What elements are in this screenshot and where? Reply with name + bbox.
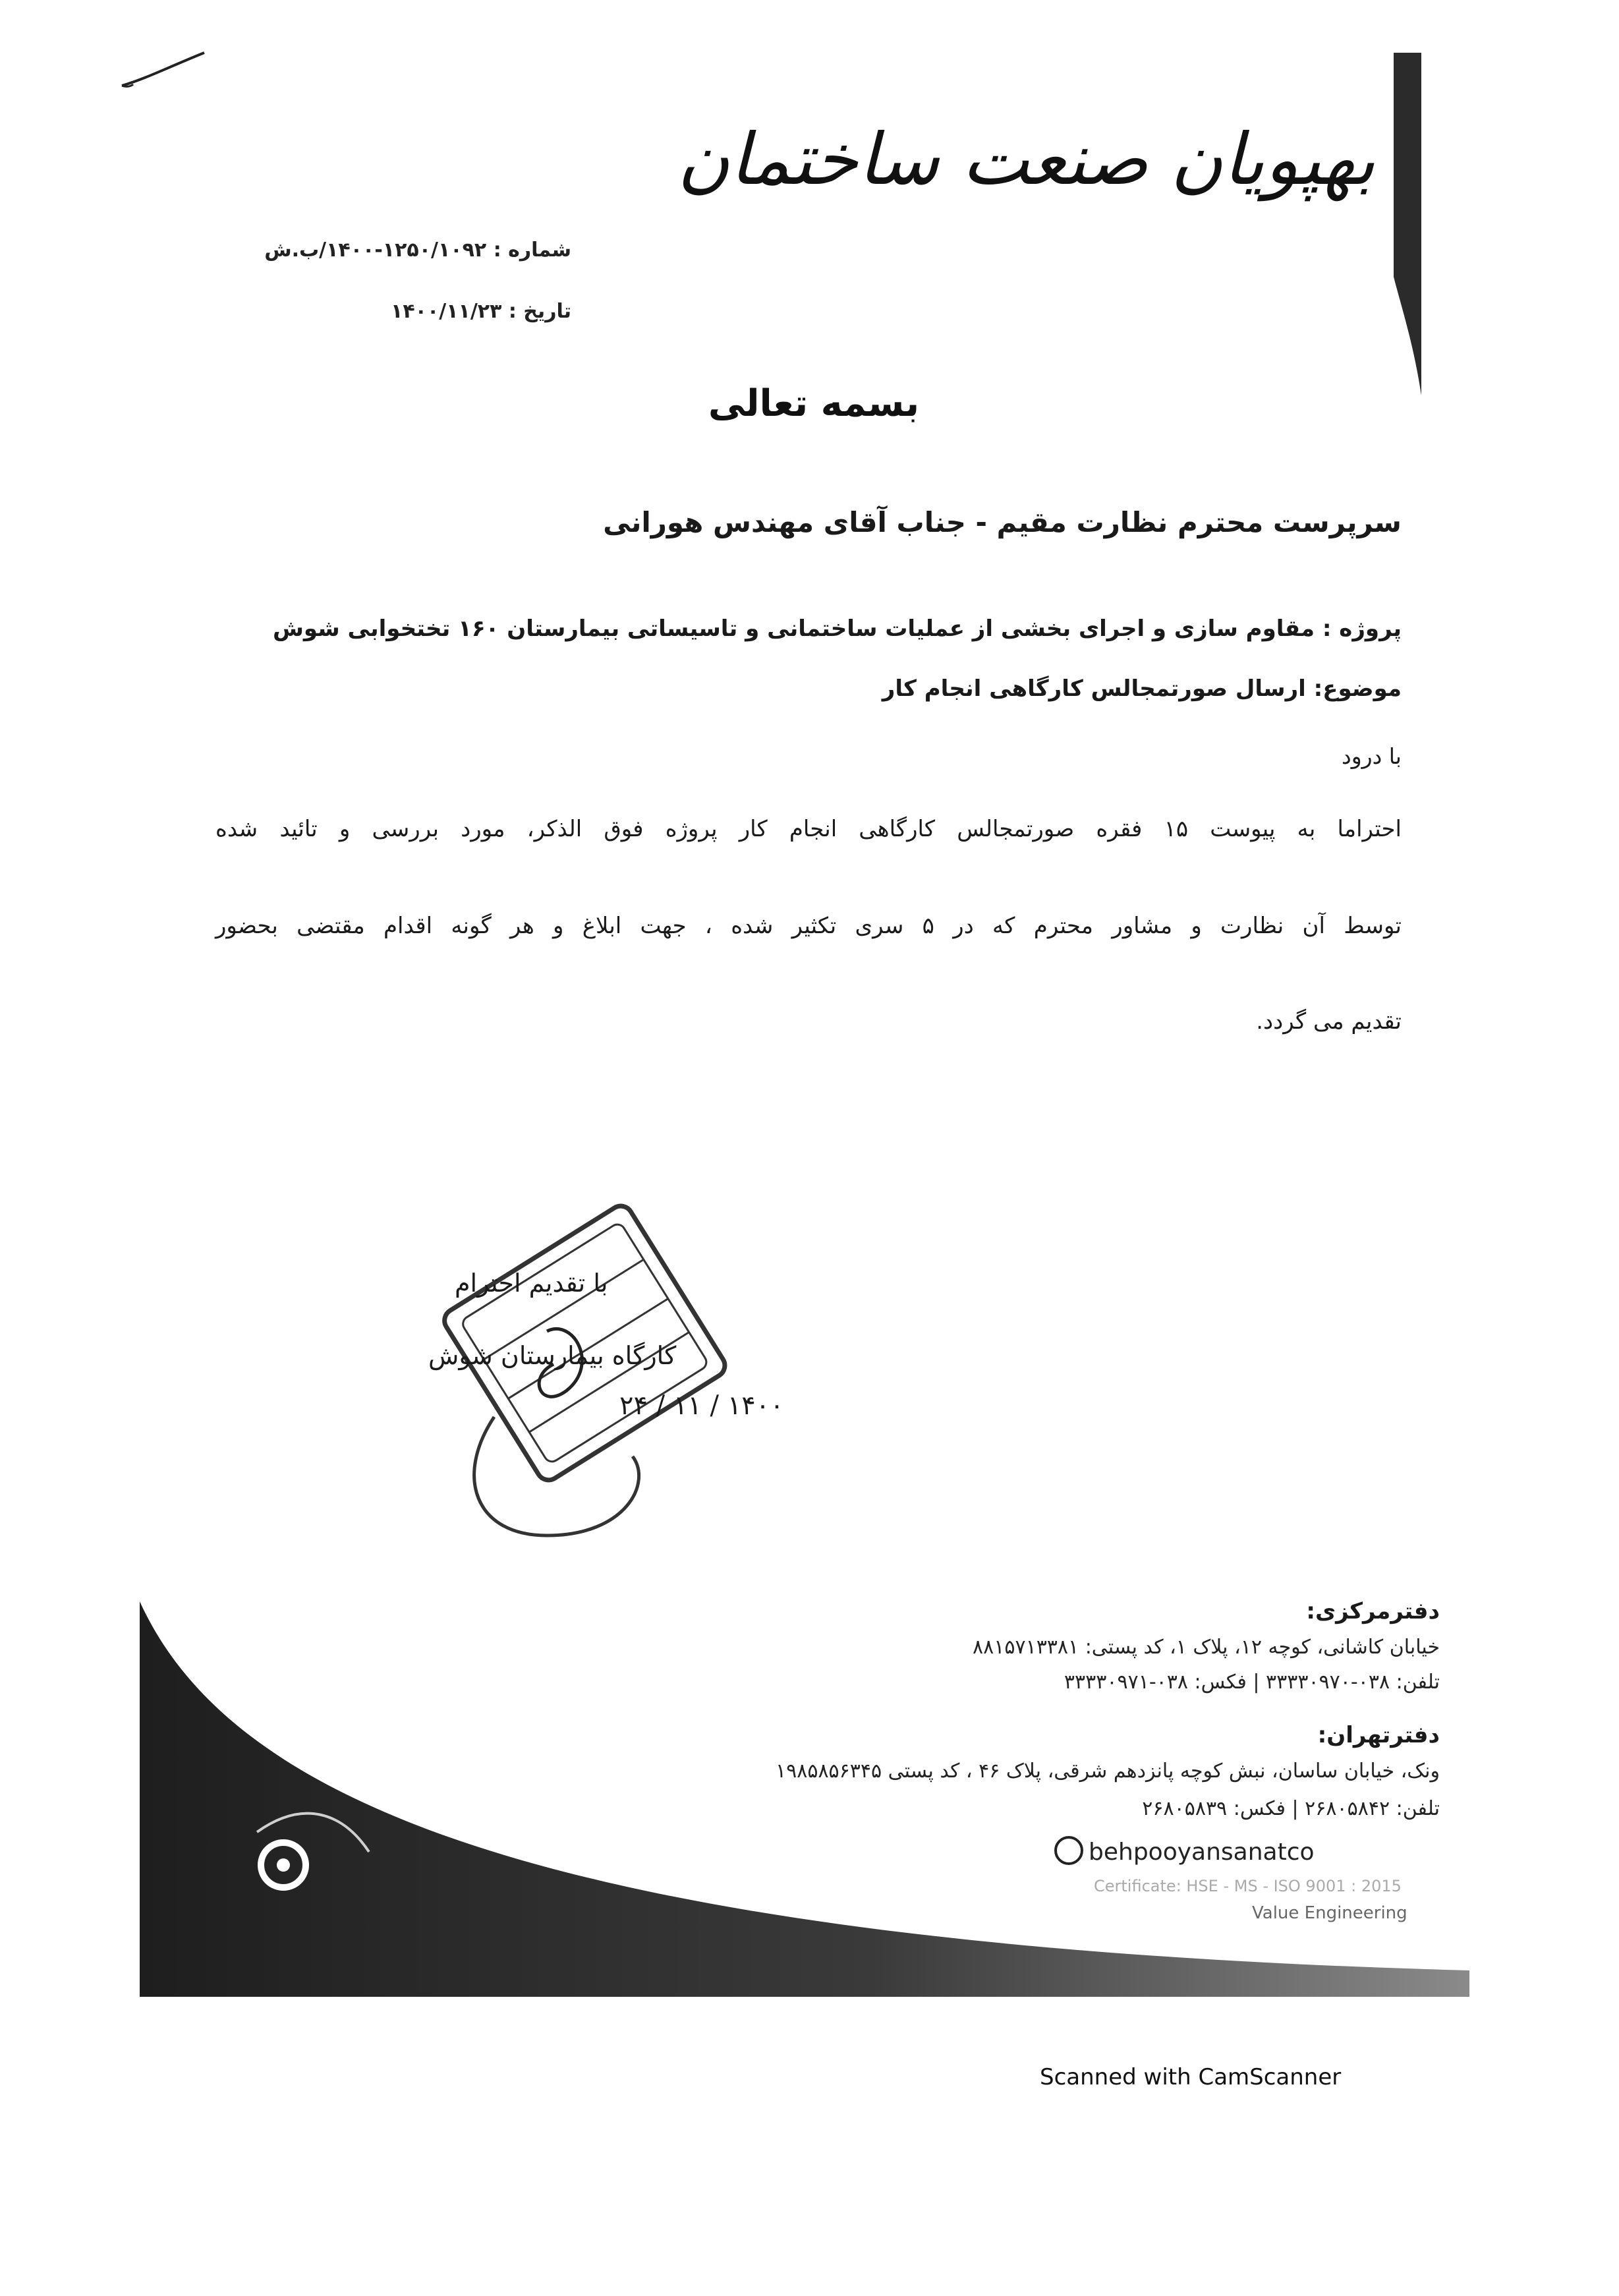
letter-heading: بسمه تعالی [708, 382, 920, 425]
signature-closing: با تقدیم احترام [455, 1269, 608, 1298]
instagram-icon [1054, 1836, 1083, 1865]
body-paragraph-line: تقدیم می گردد. [1256, 1008, 1402, 1035]
tehran-office-address: ونک، خیابان ساسان، نبش کوچه پانزدهم شرقی، پلاک ۴۶ ، کد پستی ۱۹۸۵۸۵۶۳۴۵ [775, 1760, 1440, 1783]
signature-site-name: کارگاه بیمارستان شوش [428, 1341, 677, 1370]
handwritten-date: ۲۴ / ۱۱ / ۱۴۰۰ [619, 1391, 784, 1421]
brand-logo-text: بهپویان صنعت ساختمان [677, 119, 1375, 201]
letter-date: تاریخ : ۱۴۰۰/۱۱/۲۳ [391, 300, 571, 323]
tehran-office-phone: تلفن: ۲۶۸۰۵۸۴۲ | فکس: ۲۶۸۰۵۸۳۹ [1142, 1797, 1440, 1820]
central-office-address: خیابان کاشانی، کوچه ۱۲، پلاک ۱، کد پستی: ۸۸۱۵۷۱۳۳۸۱ [973, 1636, 1440, 1659]
social-handle [1054, 1839, 1315, 1868]
project-line: پروژه : مقاوم سازی و اجرای بخشی از عملیات ساختمانی و تاسیساتی بیمارستان ۱۶۰ تختخوابی شوش [272, 616, 1402, 642]
scribble-mark [119, 46, 211, 99]
value-engineering-line: Value Engineering [1252, 1903, 1407, 1923]
social-handle-text: behpooyansanatco [1089, 1839, 1315, 1866]
letter-number: شماره : ۱۲۵۰/۱۰۹۲-۱۴۰۰/ب.ش [264, 239, 571, 262]
camscanner-watermark: Scanned with CamScanner [1040, 2064, 1342, 2090]
body-paragraph-line: توسط آن نظارت و مشاور محترم که در ۵ سری تکثیر شده ، جهت ابلاغ و هر گونه اقدام مقتضی بحضور [215, 913, 1402, 939]
central-office-label: دفترمرکزی: [1306, 1598, 1440, 1624]
body-paragraph-line: احتراما به پیوست ۱۵ فقره صورتمجالس کارگاهی انجام کار پروژه فوق الذکر، مورد بررسی و تائید شده [215, 816, 1402, 842]
brand-bar-graphic [1394, 53, 1421, 395]
addressee-line: سرپرست محترم نظارت مقیم - جناب آقای مهندس هورانی [603, 506, 1402, 538]
certificates-line: Certificate: HSE - MS - ISO 9001 : 2015 [1094, 1877, 1402, 1895]
greeting-line: با درود [1342, 743, 1402, 769]
subject-line: موضوع: ارسال صورتمجالس کارگاهی انجام کار [882, 675, 1402, 702]
tehran-office-label: دفترتهران: [1317, 1722, 1440, 1748]
central-office-phone: تلفن: ۰۳۸-۳۳۳۳۰۹۷۰ | فکس: ۰۳۸-۳۳۳۳۰۹۷۱ [1064, 1671, 1440, 1694]
